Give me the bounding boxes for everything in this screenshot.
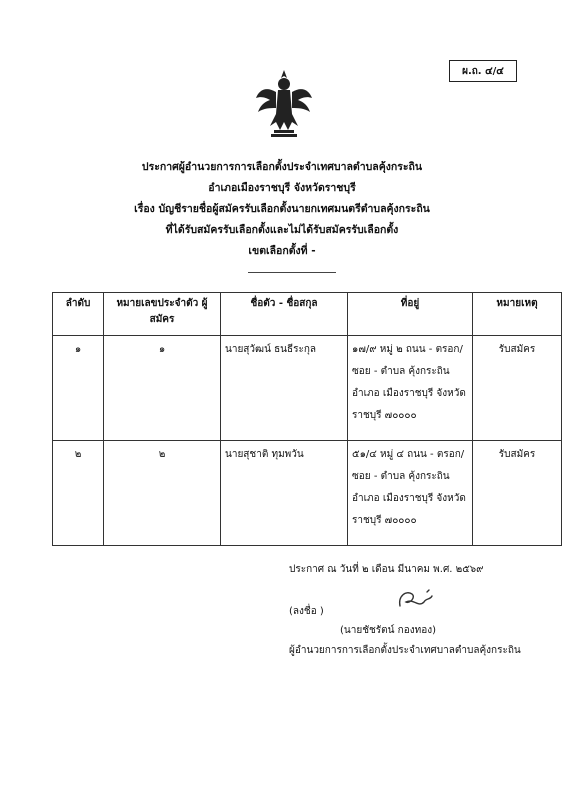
heading-line-1: ประกาศผู้อำนวยการการเลือกตั้งประจำเทศบาลตำบลคุ้งกระถิน — [141, 161, 423, 173]
table-row — [53, 336, 562, 441]
heading-line-4: ที่ได้รับสมัครรับเลือกตั้งและไม่ได้รับสมัครรับเลือกตั้ง — [165, 224, 399, 236]
heading-divider — [248, 272, 336, 273]
signer-name: (นายชัชรัตน์ กองทอง) — [340, 625, 436, 636]
cell-candidate-number: ๒ — [104, 441, 221, 546]
header-candidate-number: หมายเลขประจำตัว ผู้สมัคร — [104, 293, 221, 336]
heading-line-3: เรื่อง บัญชีรายชื่อผู้สมัครรับเลือกตั้งนายกเทศมนตรีตำบลคุ้งกระถิน — [134, 203, 430, 215]
header-remark: หมายเหตุ — [473, 293, 562, 336]
header-order: ลำดับ — [53, 293, 104, 336]
garuda-emblem-icon — [254, 68, 314, 140]
table-header-row — [53, 293, 562, 336]
cell-candidate-number: ๑ — [104, 336, 221, 441]
header-name: ชื่อตัว - ชื่อสกุล — [221, 293, 348, 336]
sign-label: (ลงชื่อ ) — [289, 606, 324, 617]
table-row — [53, 441, 562, 546]
announcement-date: ประกาศ ณ วันที่ ๒ เดือน มีนาคม พ.ศ. ๒๕๖๙ — [289, 564, 484, 575]
cell-name: นายสุชาติ ทุมพวัน — [221, 441, 348, 546]
cell-remark: รับสมัคร — [473, 336, 562, 441]
cell-address: ๑๗/๙ หมู่ ๒ ถนน - ตรอก/ซอย - ตำบล คุ้งกระถิน อำเภอ เมืองราชบุรี จังหวัด ราชบุรี ๗๐๐๐๐ — [348, 336, 473, 441]
header-address: ที่อยู่ — [348, 293, 473, 336]
cell-remark: รับสมัคร — [473, 441, 562, 546]
cell-order: ๒ — [53, 441, 104, 546]
signer-title: ผู้อำนวยการการเลือกตั้งประจำเทศบาลตำบลคุ้งกระถิน — [289, 645, 521, 656]
cell-order: ๑ — [53, 336, 104, 441]
candidate-table — [52, 292, 562, 546]
heading-line-2: อำเภอเมืองราชบุรี จังหวัดราชบุรี — [208, 182, 356, 194]
form-code-box: ผ.ถ. ๔/๔ — [449, 60, 517, 82]
cell-address: ๕๑/๔ หมู่ ๔ ถนน - ตรอก/ซอย - ตำบล คุ้งกระถิน อำเภอ เมืองราชบุรี จังหวัด ราชบุรี ๗๐๐๐๐ — [348, 441, 473, 546]
cell-name: นายสุวัฒน์ ธนธีระกุล — [221, 336, 348, 441]
handwritten-signature — [394, 586, 436, 616]
heading-line-5: เขตเลือกตั้งที่ - — [248, 245, 316, 257]
